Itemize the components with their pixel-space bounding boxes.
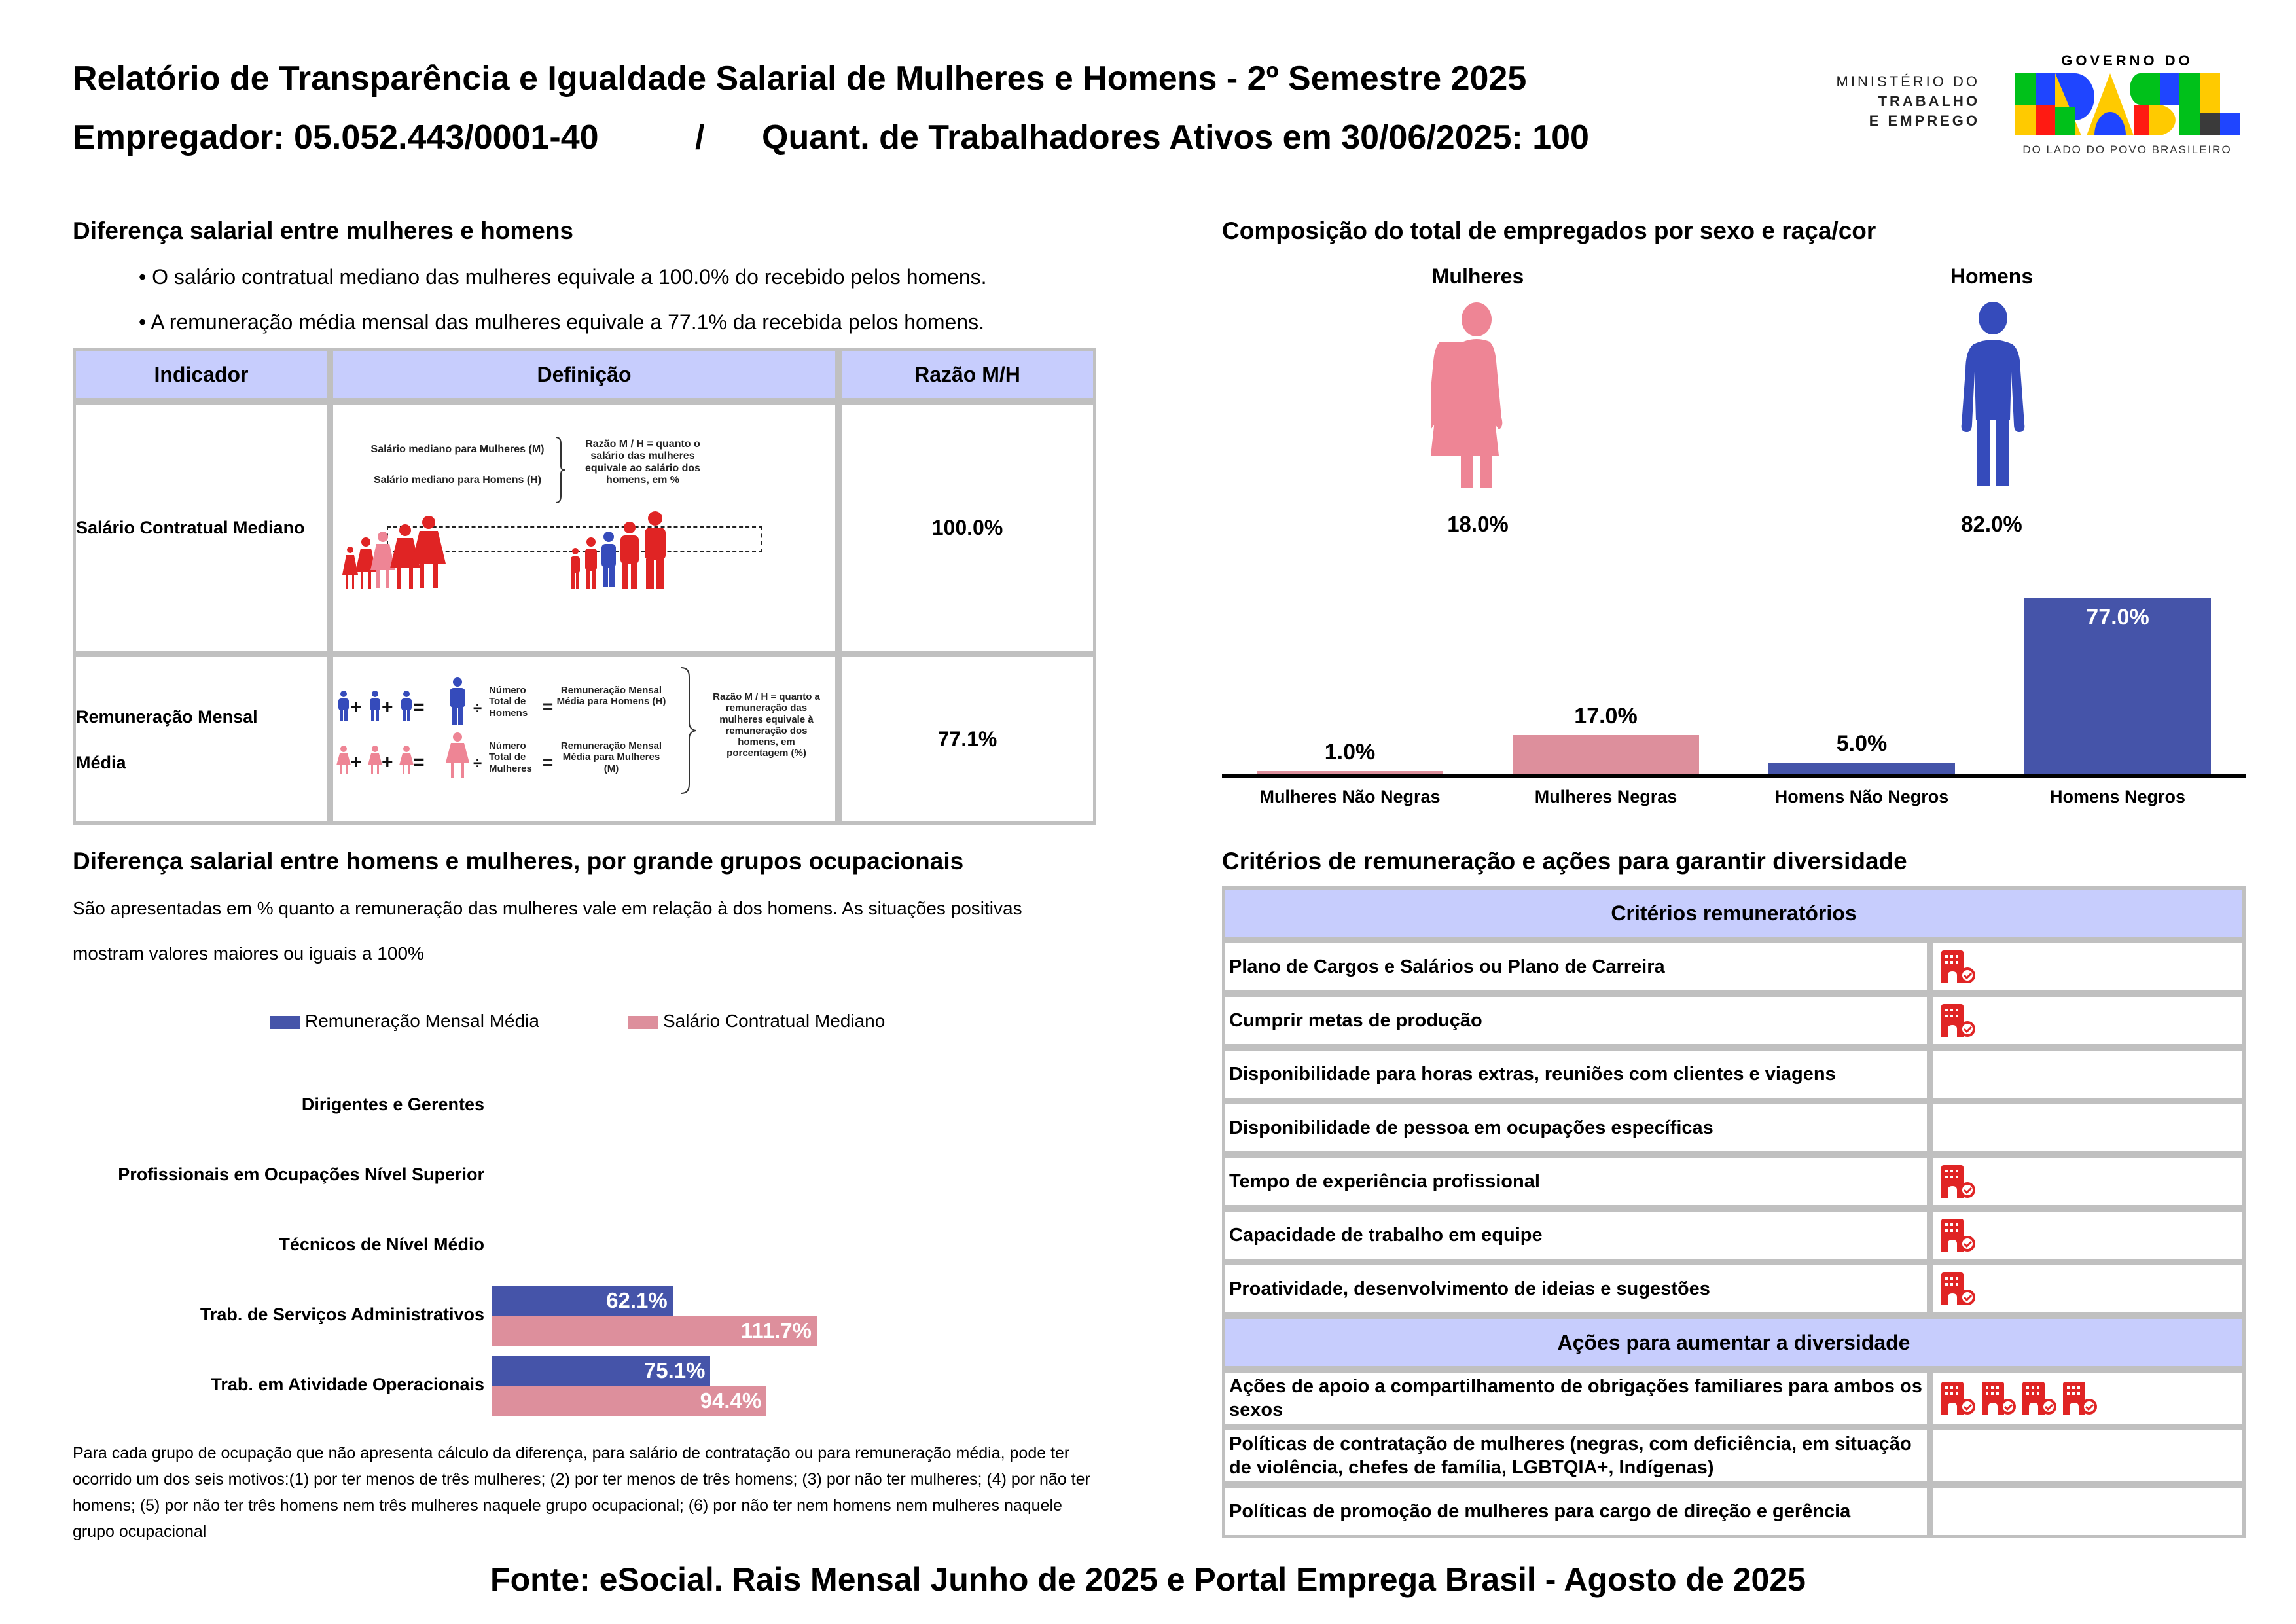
gov-logo-top-text: GOVERNO DO — [2061, 52, 2193, 69]
composition-bar-value: 1.0% — [1324, 740, 1376, 765]
women-percentage: 18.0% — [1447, 512, 1509, 536]
composition-bar-value: 17.0% — [1574, 703, 1638, 729]
source-footer: Fonte: eSocial. Rais Mensal Junho de 2025 e Portal Emprega Brasil - Agosto de 2025 — [490, 1561, 1806, 1598]
occupational-desc-line2: mostram valores maiores ou iguais a 100% — [73, 943, 424, 964]
man-figure-icon — [1947, 301, 2039, 488]
building-check-icon — [2062, 1382, 2098, 1415]
building-check-icon — [1940, 1004, 1977, 1037]
composition-category-label: Mulheres Não Negras — [1259, 787, 1441, 806]
occupation-category-label: Trab. em Atividade Operacionais — [211, 1375, 484, 1394]
ratio-mean-value: 77.1% — [838, 654, 1096, 825]
employer-line: Empregador: 05.052.443/0001-40 — [73, 118, 599, 156]
criteria-section-header: Ações para aumentar a diversidade — [1222, 1316, 2246, 1369]
criteria-status — [1930, 940, 2246, 994]
occupation-category-label: Dirigentes e Gerentes — [301, 1094, 484, 1114]
legend-swatch — [270, 1016, 300, 1029]
criteria-label: Ações de apoio a compartilhamento de obrigações familiares para ambos os sexos — [1222, 1369, 1930, 1427]
salary-gap-bullet: • O salário contratual mediano das mulheres equivale a 100.0% do recebido pelos homens. — [139, 265, 987, 289]
composition-category-label: Homens Não Negros — [1774, 787, 1949, 806]
criteria-status — [1930, 994, 2246, 1047]
criteria-status — [1930, 1047, 2246, 1101]
criteria-status — [1930, 1155, 2246, 1208]
median-people-figures-icon — [338, 509, 836, 601]
criteria-row — [1222, 1485, 2246, 1538]
building-check-icon — [1940, 1219, 1977, 1252]
criteria-label: Políticas de promoção de mulheres para cargo de direção e gerência — [1222, 1485, 1930, 1538]
def-men-result: Remuneração Mensal Média para Homens (H) — [556, 685, 666, 708]
criteria-section-header: Critérios remuneratórios — [1222, 886, 2246, 940]
men-label: Homens — [1950, 264, 2034, 288]
equals-sign: = — [413, 696, 425, 718]
criteria-row — [1222, 1369, 2246, 1427]
building-check-icon — [1940, 1272, 1977, 1305]
report-title: Relatório de Transparência e Igualdade Salarial de Mulheres e Homens - 2º Semestre 2025 — [73, 60, 1527, 98]
ministry-logo-line: MINISTÉRIO DO — [1836, 73, 1980, 90]
building-check-icon — [1940, 950, 1977, 983]
occupational-title: Diferença salarial entre homens e mulheres, por grande grupos ocupacionais — [73, 848, 964, 875]
ministry-logo — [1787, 72, 1980, 131]
criteria-row — [1222, 994, 2246, 1047]
salary-gap-title: Diferença salarial entre mulheres e homens — [73, 217, 574, 244]
def-mean-ratio: Razão M / H = quanto a remuneração das mulheres equivale à remuneração dos homens, em porcentagem (%) — [713, 691, 820, 759]
building-check-icon — [1981, 1382, 2017, 1415]
divide-sign: ÷ — [473, 700, 482, 717]
col-header-ratio: Razão M/H — [838, 348, 1096, 401]
brace-icon — [554, 436, 567, 505]
criteria-label: Capacidade de trabalho em equipe — [1222, 1208, 1930, 1262]
col-header-definition: Definição — [330, 348, 838, 401]
indicator-name-line: Remuneração Mensal — [76, 706, 258, 727]
divide-sign: ÷ — [473, 755, 482, 772]
criteria-label: Disponibilidade de pessoa em ocupações específicas — [1222, 1101, 1930, 1155]
def-median-m: Salário mediano para Mulheres (M) — [370, 444, 545, 455]
composition-bar — [1513, 735, 1699, 774]
def-women-result: Remuneração Mensal Média para Mulheres (M) — [560, 740, 662, 774]
criteria-label: Tempo de experiência profissional — [1222, 1155, 1930, 1208]
legend-swatch — [628, 1016, 658, 1029]
occupation-bar-value: 75.1% — [643, 1358, 706, 1382]
ministry-logo-line: TRABALHO — [1878, 93, 1980, 109]
equals-sign: = — [413, 751, 425, 773]
table-row — [73, 654, 1096, 825]
criteria-label: Disponibilidade para horas extras, reuniões com clientes e viagens — [1222, 1047, 1930, 1101]
criteria-label: Políticas de contratação de mulheres (negras, com deficiência, em situação de violência, chefes de família, LGBTQIA+, Indígenas) — [1222, 1427, 1930, 1485]
criteria-status — [1930, 1369, 2246, 1427]
women-label: Mulheres — [1431, 264, 1524, 288]
def-median-ratio: Razão M / H = quanto o salário das mulheres equivale ao salário dos homens, em % — [584, 439, 701, 486]
occupation-category-label: Técnicos de Nível Médio — [279, 1235, 484, 1254]
plus-sign: + — [350, 751, 362, 773]
header-separator: / — [695, 118, 705, 156]
ratio-median-value: 100.0% — [838, 401, 1096, 654]
criteria-row — [1222, 1101, 2246, 1155]
occupational-desc-line1: São apresentadas em % quanto a remuneração das mulheres vale em relação à dos homens. As situações positivas — [73, 898, 1022, 918]
composition-title: Composição do total de empregados por sexo e raça/cor — [1222, 217, 1876, 244]
brasil-wordmark-icon — [2009, 73, 2245, 135]
occupation-category-label: Profissionais em Ocupações Nível Superior — [118, 1164, 484, 1184]
composition-bar — [1768, 763, 1955, 774]
criteria-status — [1930, 1101, 2246, 1155]
legend-label: Salário Contratual Mediano — [663, 1011, 886, 1031]
brace-icon — [680, 666, 697, 797]
occupation-bar-value: 62.1% — [606, 1288, 668, 1312]
occupation-bar-value: 94.4% — [700, 1388, 762, 1413]
criteria-table — [1222, 886, 2246, 1538]
composition-bar-value: 5.0% — [1836, 731, 1888, 756]
criteria-label: Plano de Cargos e Salários ou Plano de Carreira — [1222, 940, 1930, 994]
building-check-icon — [1940, 1165, 1977, 1198]
gov-brasil-logo — [2009, 52, 2245, 156]
plus-sign: + — [350, 696, 362, 718]
indicator-table — [73, 348, 1096, 825]
plus-sign: + — [382, 696, 393, 718]
indicator-name-line: Média — [76, 752, 126, 772]
criteria-row — [1222, 1047, 2246, 1101]
def-men-count: Número Total de Homens — [489, 685, 528, 719]
criteria-row — [1222, 1262, 2246, 1316]
criteria-label: Cumprir metas de produção — [1222, 994, 1930, 1047]
legend-label: Remuneração Mensal Média — [305, 1011, 539, 1031]
criteria-row — [1222, 1427, 2246, 1485]
composition-bar-value: 77.0% — [2086, 605, 2149, 630]
indicator-name — [73, 654, 330, 825]
salary-gap-bullet: • A remuneração média mensal das mulheres equivale a 77.1% da recebida pelos homens. — [139, 310, 984, 334]
def-women-count: Número Total de Mulheres — [489, 740, 532, 774]
col-header-indicator: Indicador — [73, 348, 330, 401]
criteria-status — [1930, 1262, 2246, 1316]
composition-category-label: Mulheres Negras — [1534, 787, 1677, 806]
def-median-h: Salário mediano para Homens (H) — [373, 475, 542, 486]
workers-line: Quant. de Trabalhadores Ativos em 30/06/2025: 100 — [762, 118, 1589, 156]
definition-cell-median — [330, 401, 838, 654]
criteria-row — [1222, 1155, 2246, 1208]
mean-people-figures-icon — [334, 677, 485, 795]
building-check-icon — [2021, 1382, 2058, 1415]
occupation-category-label: Trab. de Serviços Administrativos — [200, 1305, 484, 1324]
ministry-logo-line: E EMPREGO — [1869, 113, 1980, 129]
criteria-row — [1222, 940, 2246, 994]
equals-sign: = — [542, 696, 554, 717]
criteria-status — [1930, 1485, 2246, 1538]
composition-bar-chart — [1222, 576, 2246, 812]
occupational-footnote: Para cada grupo de ocupação que não apresenta cálculo da diferença, para salário de contratação ou para remuneração média, pode ter ocorrido um dos seis motivos:(1) por ter menos de três mulheres; (2) por ter menos de três homens; (3) por não ter mulheres; (4) por não ter homens; (5) por não ter três homens nem três mulheres naquele grupo ocupacional; (6) por não ter nem homens nem mulheres naquele grupo ocupacional — [73, 1444, 1090, 1541]
criteria-title: Critérios de remuneração e ações para garantir diversidade — [1222, 848, 1907, 875]
criteria-status — [1930, 1427, 2246, 1485]
woman-figure-icon — [1431, 301, 1522, 488]
composition-bar — [1257, 771, 1443, 774]
men-percentage: 82.0% — [1961, 512, 2022, 536]
occupation-bar-value: 111.7% — [740, 1318, 812, 1343]
building-check-icon — [1940, 1382, 1977, 1415]
criteria-label: Proatividade, desenvolvimento de ideias e sugestões — [1222, 1262, 1930, 1316]
plus-sign: + — [382, 751, 393, 773]
table-row — [73, 401, 1096, 654]
equals-sign: = — [542, 752, 554, 772]
criteria-status — [1930, 1208, 2246, 1262]
definition-cell-mean — [330, 654, 838, 825]
chart-baseline — [1222, 774, 2246, 778]
composition-category-label: Homens Negros — [2049, 787, 2186, 806]
criteria-row — [1222, 1208, 2246, 1262]
gov-logo-tagline: DO LADO DO POVO BRASILEIRO — [2022, 143, 2232, 156]
indicator-name: Salário Contratual Mediano — [73, 401, 330, 654]
occupational-bar-chart — [73, 995, 1096, 1427]
